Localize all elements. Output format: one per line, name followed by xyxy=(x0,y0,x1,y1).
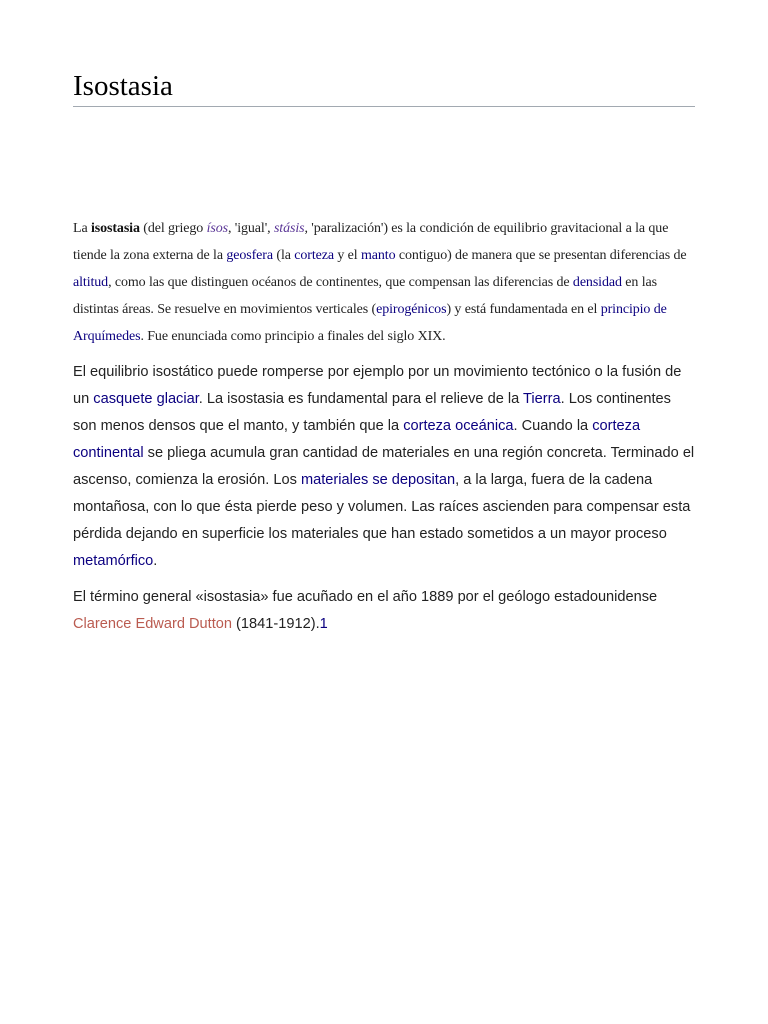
text-run: . xyxy=(153,553,158,569)
link-casquete-glaciar[interactable]: casquete glaciar xyxy=(93,391,199,407)
text-run: , a la larga, fuera de la cadena montañosa, con lo que ésta pierde peso y volumen. Las raíces ascienden para compensar esta pérdida dejando en superficie los materiales que han estado sometidos a un mayor proceso xyxy=(73,472,691,542)
text-run: . Fue enunciada como principio a finales del siglo XIX. xyxy=(140,329,446,344)
text-run: El término general «isostasia» fue acuñado en el año 1889 por el geólogo estadounidense xyxy=(73,589,658,605)
link-corteza[interactable]: corteza xyxy=(294,248,334,263)
text-run: (del griego xyxy=(139,221,207,236)
link-clarence-edward-dutton[interactable]: Clarence Edward Dutton xyxy=(73,616,232,632)
link-materiales-se-depositan[interactable]: materiales se depositan xyxy=(300,472,456,488)
link-manto[interactable]: manto xyxy=(361,248,396,263)
text-run: (la xyxy=(272,248,295,263)
link-corteza-continental[interactable]: corteza continental xyxy=(73,418,641,461)
text-run: . Cuando la xyxy=(513,418,593,434)
text-run: La xyxy=(73,221,91,236)
intro-paragraph xyxy=(73,215,695,350)
text-run: , como las que distinguen océanos de continentes, que compensan las diferencias de xyxy=(108,275,573,290)
text-run: , 'paralización') es la condición de equilibrio gravitacional a la que tiende la zona externa de la xyxy=(73,221,669,263)
text-run: . Los continentes son menos densos que el manto, y también que la xyxy=(73,391,671,434)
link-altitud[interactable]: altitud xyxy=(73,275,109,290)
link-densidad[interactable]: densidad xyxy=(572,275,622,290)
reference-link[interactable]: 1 xyxy=(319,616,328,632)
bold-term-isostasia: isostasia xyxy=(90,221,140,236)
page-title: Isostasia xyxy=(73,0,695,107)
text-run: y el xyxy=(333,248,361,263)
text-run: ) y está fundamentada en el xyxy=(446,302,601,317)
link-metamorfico[interactable]: metamórfico xyxy=(73,553,154,569)
article xyxy=(73,0,695,638)
link-corteza-oceanica[interactable]: corteza oceánica xyxy=(403,418,514,434)
text-run: El equilibrio isostático puede romperse por ejemplo por un movimiento tectónico o la fusión de un xyxy=(73,364,682,407)
link-tierra[interactable]: Tierra xyxy=(523,391,561,407)
equilibrium-paragraph xyxy=(73,359,695,575)
text-run: , 'igual', xyxy=(227,221,274,236)
text-run: (1841-1912). xyxy=(232,616,320,632)
link-geosfera[interactable]: geosfera xyxy=(226,248,273,263)
text-run: . La isostasia es fundamental para el relieve de la xyxy=(198,391,524,407)
text-run: contiguo) de manera que se presentan diferencias de xyxy=(395,248,687,263)
link-isos[interactable]: ísos xyxy=(206,221,228,236)
text-run: en las distintas áreas. Se resuelve en movimientos verticales ( xyxy=(73,275,657,317)
link-stasis[interactable]: stásis xyxy=(273,221,305,236)
link-epirogenicos[interactable]: epirogénicos xyxy=(376,302,447,317)
text-run: se pliega acumula gran cantidad de materiales en una región concreta. Terminado el ascenso, comienza la erosión. Los xyxy=(73,445,695,488)
history-paragraph xyxy=(73,584,695,638)
link-principio-de-arquimedes[interactable]: principio de Arquímedes xyxy=(73,302,667,344)
